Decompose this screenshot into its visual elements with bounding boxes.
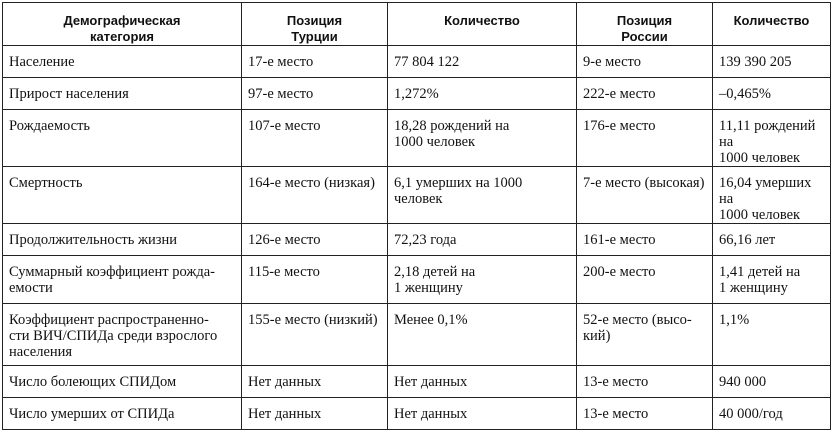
table-cell: Нет данных [242,366,388,398]
table-cell: 161-е место [577,224,713,256]
table-cell: 97-е место [242,78,388,110]
table-row [3,256,831,304]
table-row [3,78,831,110]
header-category: Демографическая категория [3,3,242,46]
table-cell: Прирост населения [3,78,242,110]
table-cell: 1,41 детей на 1 женщину [713,256,831,304]
table-cell: 66,16 лет [713,224,831,256]
table-cell: 126-е место [242,224,388,256]
table-cell: Менее 0,1% [388,304,577,366]
table-cell: Нет данных [242,398,388,430]
table-cell: 17-е место [242,46,388,78]
demographics-comparison-table [2,2,831,430]
table-cell: 107-е место [242,110,388,167]
table-cell: 52-е место (высо- кий) [577,304,713,366]
table-cell: Смертность [3,167,242,224]
table-cell: 77 804 122 [388,46,577,78]
table-cell: 11,11 рождений на 1000 человек [713,110,831,167]
table-cell: Продолжительность жизни [3,224,242,256]
table-cell: 200-е место [577,256,713,304]
table-cell: 139 390 205 [713,46,831,78]
table-cell: 6,1 умерших на 1000 человек [388,167,577,224]
table-cell: Население [3,46,242,78]
table-cell: 1,1% [713,304,831,366]
table-cell: 13-е место [577,366,713,398]
table-cell: Число болеющих СПИДом [3,366,242,398]
header-turkey-position: Позиция Турции [242,3,388,46]
table-cell: 9-е место [577,46,713,78]
table-cell: 1,272% [388,78,577,110]
table-cell: Нет данных [388,366,577,398]
table-cell: –0,465% [713,78,831,110]
table-row [3,167,831,224]
table-row [3,110,831,167]
table-row [3,304,831,366]
table-row [3,224,831,256]
table-cell: Нет данных [388,398,577,430]
table-cell: Число умерших от СПИДа [3,398,242,430]
table-cell: 18,28 рождений на 1000 человек [388,110,577,167]
table-row [3,46,831,78]
table-cell: Суммарный коэффициент рожда- емости [3,256,242,304]
table-cell: 40 000/год [713,398,831,430]
table-cell: Рождаемость [3,110,242,167]
table-cell: 72,23 года [388,224,577,256]
table-cell: 940 000 [713,366,831,398]
table-header-row [3,3,831,46]
table-cell: 115-е место [242,256,388,304]
header-russia-position: Позиция России [577,3,713,46]
table-cell: 2,18 детей на 1 женщину [388,256,577,304]
table-cell: 222-е место [577,78,713,110]
table-cell: 13-е место [577,398,713,430]
header-turkey-amount: Количество [388,3,577,46]
table-cell: 176-е место [577,110,713,167]
table-cell: Коэффициент распространенно- сти ВИЧ/СПИДа среди взрослого населения [3,304,242,366]
table-cell: 7-е место (высокая) [577,167,713,224]
table-row [3,366,831,398]
table-cell: 164-е место (низкая) [242,167,388,224]
header-russia-amount: Количество [713,3,831,46]
table-row [3,398,831,430]
table-cell: 16,04 умерших на 1000 человек [713,167,831,224]
table-cell: 155-е место (низкий) [242,304,388,366]
